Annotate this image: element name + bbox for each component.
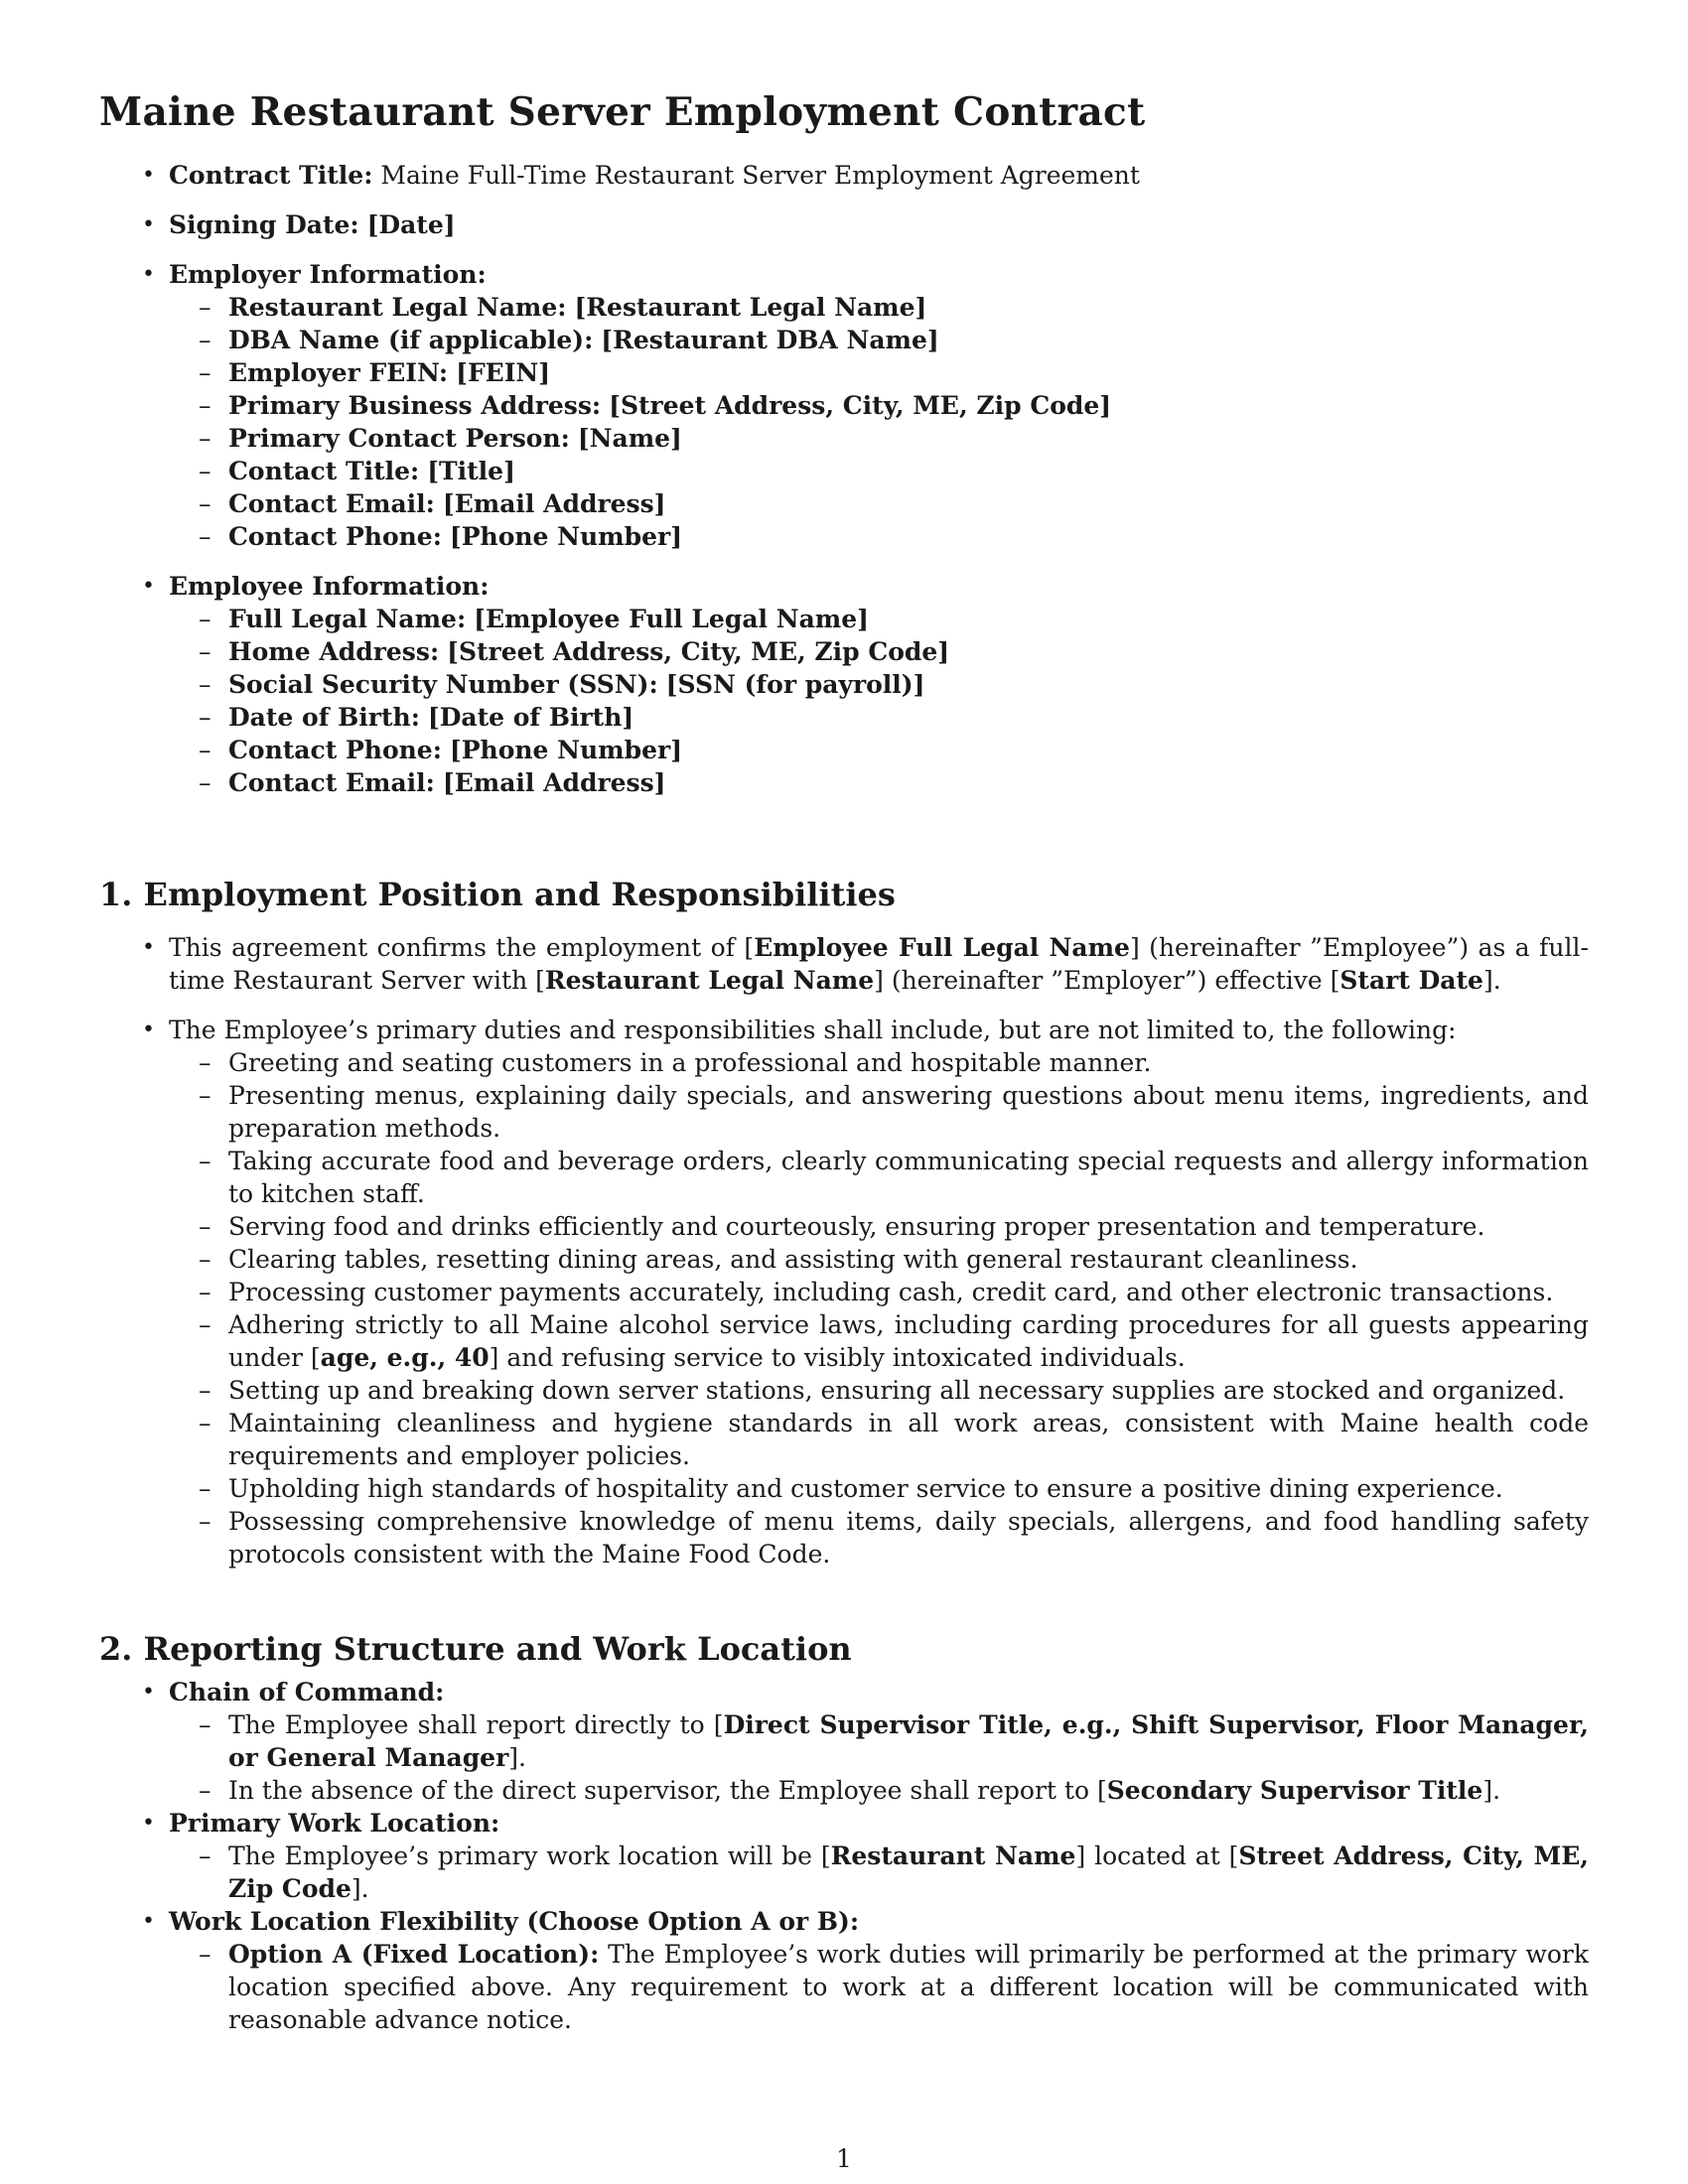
- employer-field: – DBA Name (if applicable): [Restaurant DBA Name]: [199, 326, 939, 354]
- duties-list: [169, 1046, 1589, 1570]
- section-1-heading: 1. Employment Position and Responsibilities: [99, 876, 896, 913]
- employer-field: – Contact Title: [Title]: [199, 457, 515, 485]
- employer-field: – Contact Phone: [Phone Number]: [199, 522, 683, 551]
- employee-field: – Date of Birth: [Date of Birth]: [199, 703, 634, 732]
- chain-item: – In the absence of the direct supervisor, the Employee shall report to [Secondary Supervisor Title].: [199, 1776, 1501, 1805]
- duty-item: – Possessing comprehensive knowledge of menu items, daily specials, allergens, and food handling safety protocols consistent with the Maine Food Code.: [199, 1507, 1589, 1569]
- header-info: [99, 159, 1589, 799]
- employee-field: – Social Security Number (SSN): [SSN (for payroll)]: [199, 670, 925, 699]
- duty-item: – Processing customer payments accurately, including cash, credit card, and other electronic transactions.: [199, 1278, 1554, 1306]
- bullet-icon: •: [142, 574, 155, 599]
- page-number: 1: [836, 2144, 852, 2173]
- bullet-icon: •: [142, 262, 155, 287]
- section-2-heading: 2. Reporting Structure and Work Location: [99, 1630, 852, 1668]
- bullet-icon: •: [142, 1909, 155, 1934]
- document-title: Maine Restaurant Server Employment Contract: [99, 89, 1146, 135]
- section-2: [99, 1628, 1589, 2036]
- duty-item: – Serving food and drinks efficiently and courteously, ensuring proper presentation and temperature.: [199, 1212, 1485, 1241]
- employee-fields: [169, 603, 1589, 799]
- employee-field: – Home Address: [Street Address, City, ME, Zip Code]: [199, 637, 950, 666]
- bullet-icon: •: [142, 1018, 155, 1042]
- employer-field: – Primary Business Address: [Street Address, City, ME, Zip Code]: [199, 391, 1112, 420]
- chain-item: – The Employee shall report directly to [Direct Supervisor Title, e.g., Shift Supervisor, Floor Manager, or General Manager].: [199, 1710, 1589, 1772]
- duty-item: – Greeting and seating customers in a professional and hospitable manner.: [199, 1048, 1152, 1077]
- employee-field: – Contact Email: [Email Address]: [199, 768, 666, 797]
- employee-field: – Full Legal Name: [Employee Full Legal Name]: [199, 605, 869, 633]
- option-a-item: – Option A (Fixed Location): The Employee’s work duties will primarily be performed at the primary work location specified above. Any requirement to work at a different location will be communicated with reasonable advance notice.: [199, 1940, 1589, 2034]
- employee-info-item: • Employee Information: – Full Legal Name: [Employee Full Legal Name] – Home Address: [Street Address, City, ME, Zip Code] – Social Security Number (SSN): [SSN (for payroll)] – Date of Birth: [Date of Birth] – Contact Phone: [Phone Number] – Contact Email: [Email Address]: [99, 570, 1589, 799]
- work-location-flexibility: • Work Location Flexibility (Choose Option A or B): – Option A (Fixed Location): The Employee’s work duties will primarily be performed at the primary work location specified above. Any requirement to work at a different location will be communicated with reasonable advance notice.: [142, 1907, 1589, 2034]
- employee-field: – Contact Phone: [Phone Number]: [199, 736, 683, 764]
- duty-item: – Upholding high standards of hospitality and customer service to ensure a positive dining experience.: [199, 1474, 1503, 1503]
- employer-info-item: • Employer Information: – Restaurant Legal Name: [Restaurant Legal Name] – DBA Name (if applicable): [Restaurant DBA Name] – Employer FEIN: [FEIN] – Primary Business Address: [Street Address, City, ME, Zip Code] – Primary Contact Person: [Name] – Contact Title: [Title] – Contact Email: [Email Address] – Contact Phone: [Phone Number]: [99, 258, 1589, 553]
- bullet-icon: •: [142, 212, 155, 237]
- section-1: [99, 874, 1589, 1570]
- duty-item: – Presenting menus, explaining daily specials, and answering questions about menu items, ingredients, and preparation methods.: [199, 1081, 1589, 1143]
- employer-field: – Employer FEIN: [FEIN]: [199, 358, 551, 387]
- bullet-icon: •: [142, 1811, 155, 1836]
- bullet-icon: •: [142, 935, 155, 960]
- contract-title-item: • Contract Title: Maine Full-Time Restaurant Server Employment Agreement: [142, 161, 1140, 190]
- employer-fields: [169, 291, 1589, 553]
- employer-field: – Primary Contact Person: [Name]: [199, 424, 682, 453]
- bullet-icon: •: [142, 1680, 155, 1705]
- signing-date-item: • Signing Date: [Date]: [142, 210, 456, 239]
- employment-confirmation: • This agreement confirms the employment of [Employee Full Legal Name] (hereinafter ”Employee”) as a full-time Restaurant Server with [Restaurant Legal Name] (hereinafter ”Employer”) effective [Start Date].: [142, 933, 1589, 995]
- primary-work-location: • Primary Work Location: – The Employee’s primary work location will be [Restaurant Name] located at [Street Address, City, ME, Zip Code].: [142, 1809, 1589, 1903]
- bullet-icon: •: [142, 163, 155, 188]
- location-item: – The Employee’s primary work location will be [Restaurant Name] located at [Street Address, City, ME, Zip Code].: [199, 1842, 1589, 1903]
- duty-item-alcohol: – Adhering strictly to all Maine alcohol service laws, including carding procedures for all guests appearing under [age, e.g., 40] and refusing service to visibly intoxicated individuals.: [199, 1310, 1589, 1372]
- duties-item: • The Employee’s primary duties and responsibilities shall include, but are not limited to, the following: – Greeting and seating customers in a professional and hospitable manner. – Presenting menus, explaining daily specials, and answering questions about menu items, ingredients, and preparation methods. – Taking accurate food and beverage orders, clearly communicating special requests and allergy information to kitchen staff. – Serving food and drinks efficiently and courteously, ensuring proper presentation and temperature. – Clearing tables, resetting dining areas, and assisting with general restaurant cleanliness. – Processing customer payments accurately, including cash, credit card, and other electronic transactions. – Adhering strictly to all Maine alcohol service laws, including carding procedures for all guests appearing under [age, e.g., 40] and refusing service to visibly intoxicated individuals. – Setting up and breaking down server stations, ensuring all necessary supplies are stocked and organized. – Maintaining cleanliness and hygiene standards in all work areas, consistent with Maine health code requirements and employer policies. – Upholding high standards of hospitality and customer service to ensure a positive dining experience. – Possessing comprehensive knowledge of menu items, daily specials, allergens, and food handling safety protocols consistent with the Maine Food Code.: [142, 1016, 1589, 1569]
- employer-field: – Contact Email: [Email Address]: [199, 489, 666, 518]
- duty-item: – Clearing tables, resetting dining areas, and assisting with general restaurant cleanliness.: [199, 1245, 1358, 1274]
- chain-of-command: • Chain of Command: – The Employee shall report directly to [Direct Supervisor Title, e.g., Shift Supervisor, Floor Manager, or General Manager]. – In the absence of the direct supervisor, the Employee shall report to [Secondary Supervisor Title].: [142, 1678, 1589, 1805]
- employer-field: – Restaurant Legal Name: [Restaurant Legal Name]: [199, 293, 927, 322]
- duty-item: – Maintaining cleanliness and hygiene standards in all work areas, consistent with Maine health code requirements and employer policies.: [199, 1409, 1589, 1470]
- duty-item: – Setting up and breaking down server stations, ensuring all necessary supplies are stocked and organized.: [199, 1376, 1566, 1405]
- duty-item: – Taking accurate food and beverage orders, clearly communicating special requests and allergy information to kitchen staff.: [199, 1147, 1589, 1208]
